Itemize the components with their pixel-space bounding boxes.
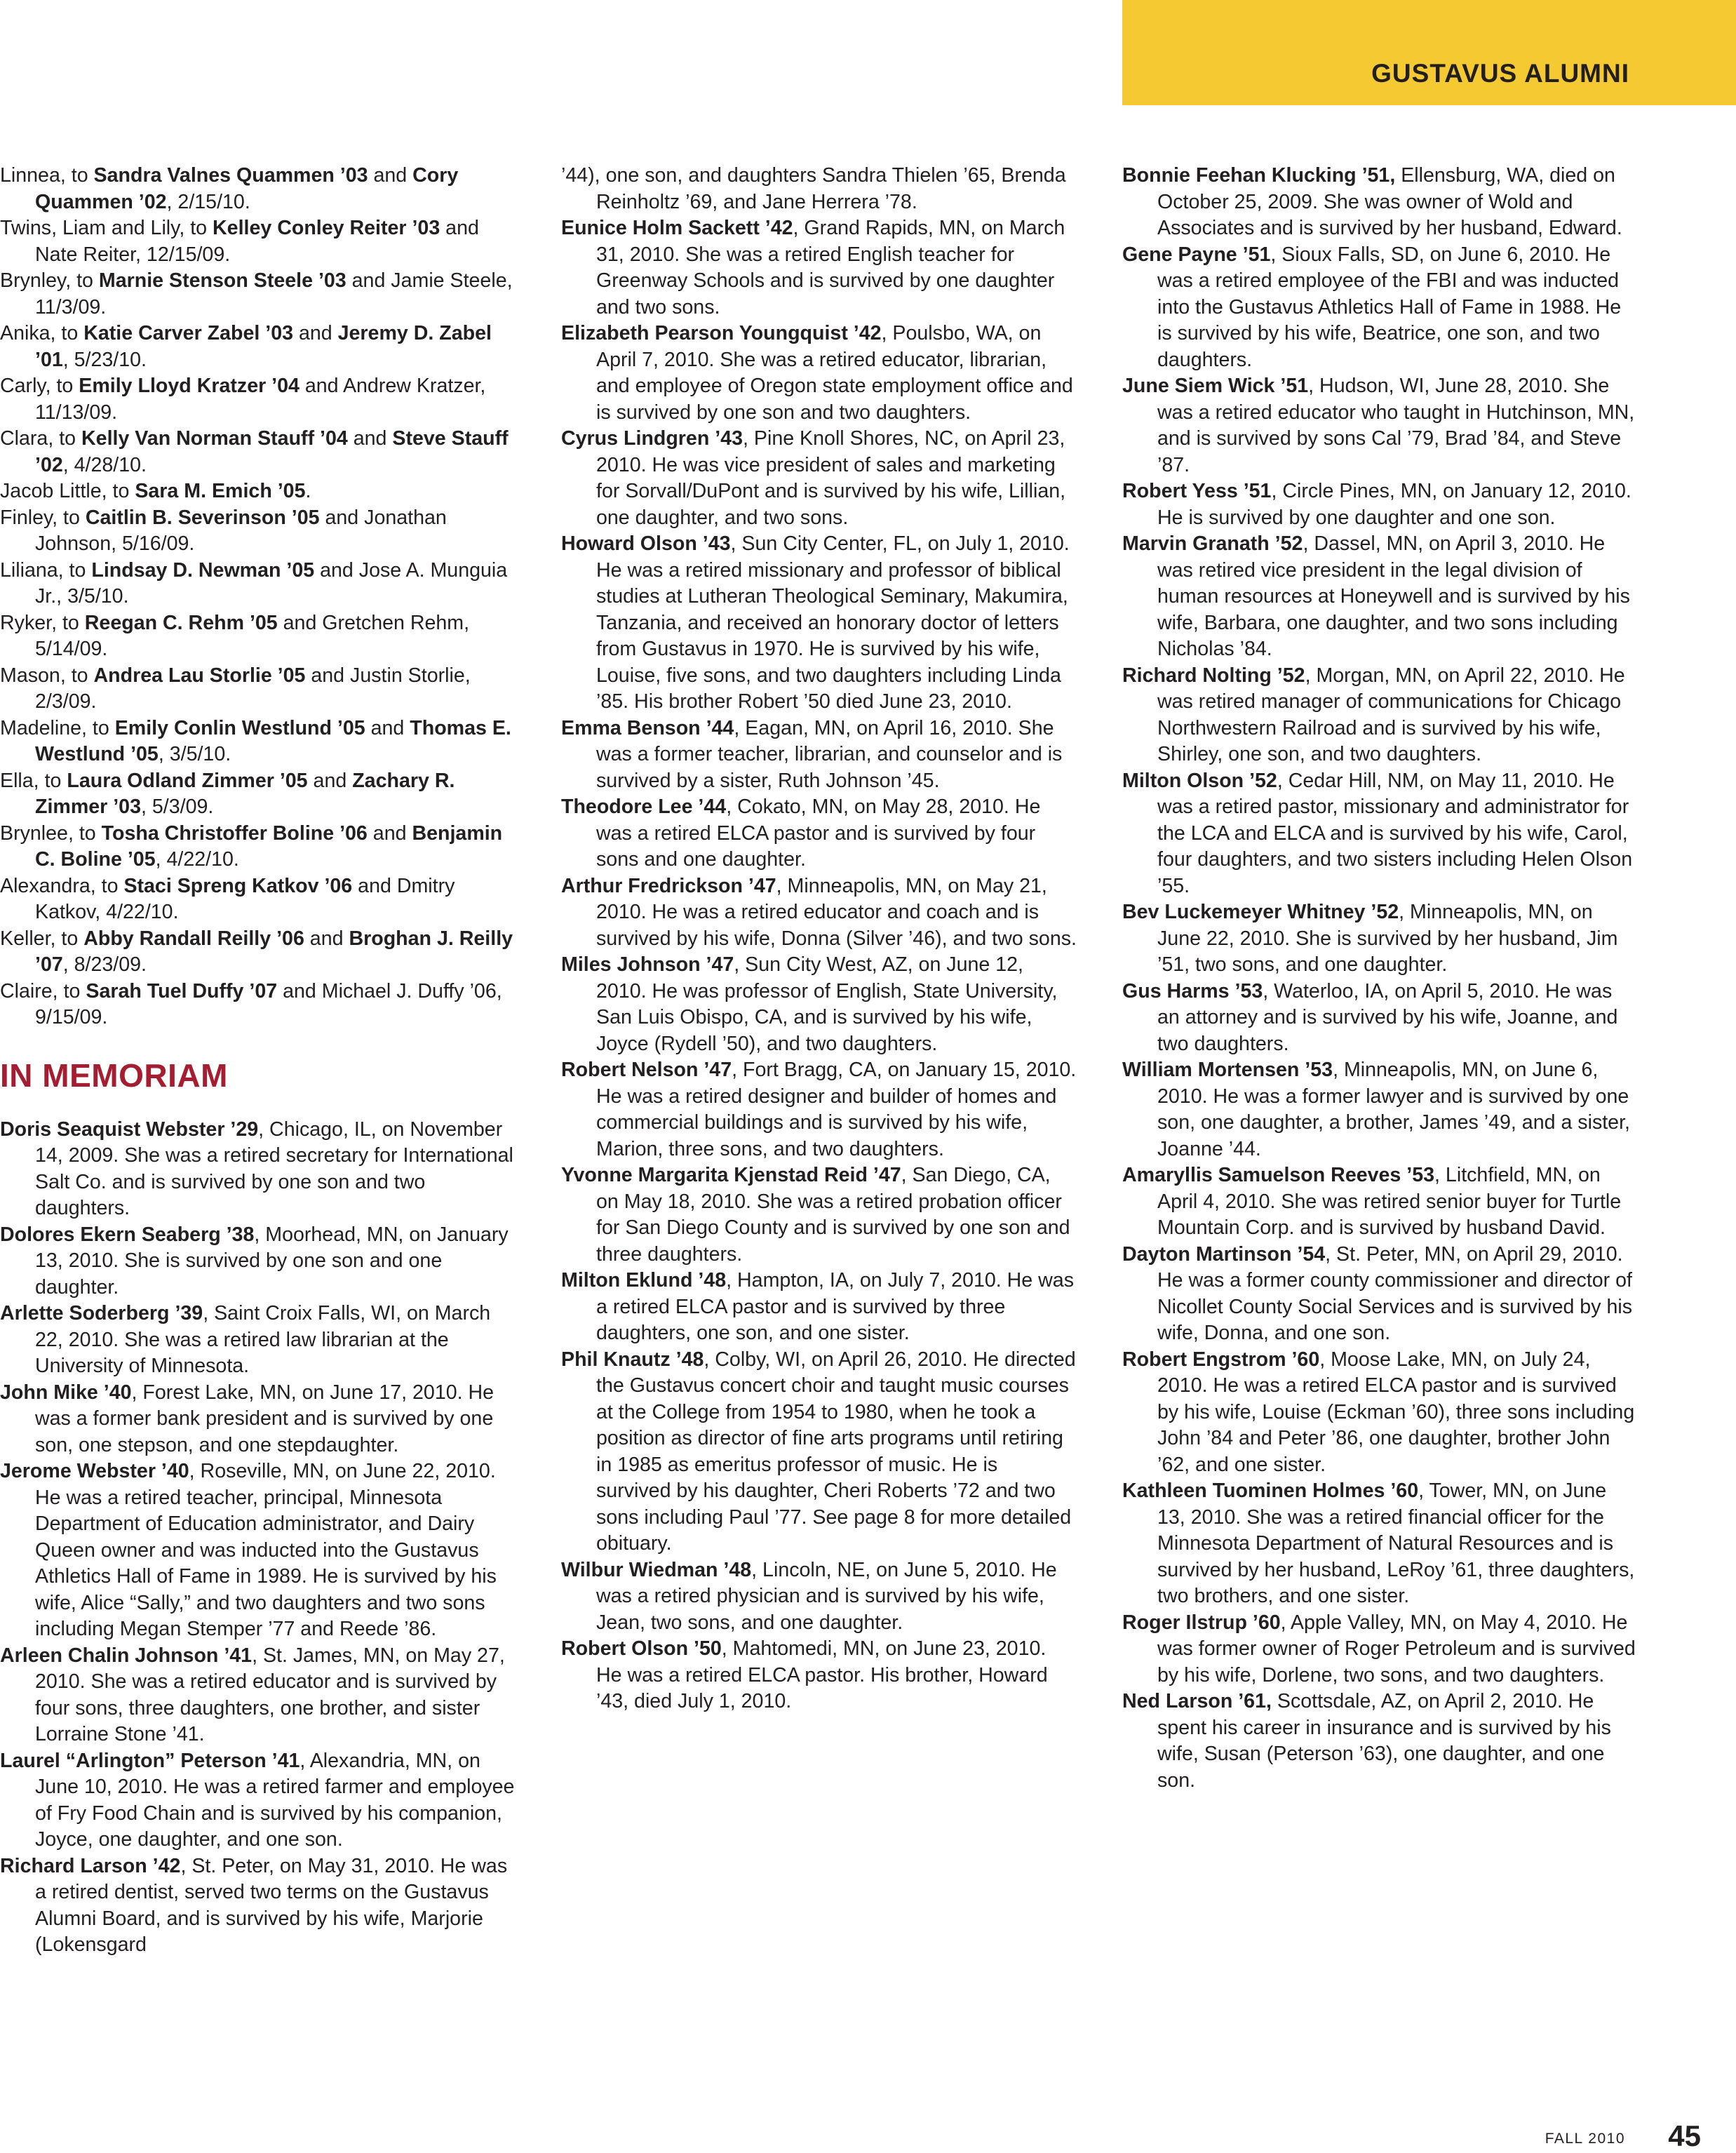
entry-text: , 8/23/09. [62,953,147,976]
entry-text: and [365,716,410,739]
person-name: John Mike ’40 [0,1381,132,1404]
entry-text: , Colby, WI, on April 26, 2010. He directed the Gustavus concert choir and taught music courses at the College from 1954 to 1980, when he took a position as director of fine arts programs until retiring in 1985 as emeritus professor of music. He is survived by his daughter, Cheri Roberts ’72 and two sons including Paul ’77. See page 8 for more detailed obituary. [596,1348,1076,1555]
person-name: Bev Luckemeyer Whitney ’52 [1122,901,1399,923]
entry-text: and [367,821,412,845]
entry-text: , Fort Bragg, CA, on January 15, 2010. He was a retired designer and builder of homes and commercial buildings and is survived by his wife, Marion, three sons, and two daughters. [596,1059,1077,1160]
entry-text: ’44), one son, and daughters Sandra Thielen ’65, Brenda Reinholtz ’69, and Jane Herrera ’78. [561,164,1066,213]
person-name: Robert Engstrom ’60 [1122,1348,1320,1371]
person-name: Robert Yess ’51 [1122,480,1272,502]
obituary-entry [0,1643,516,1748]
entry-text: , Circle Pines, MN, on January 12, 2010. He is survived by one daughter and one son. [1157,480,1631,529]
entry-text: and Jonathan Johnson, 5/16/09. [35,506,447,555]
person-name: Wilbur Wiedman ’48 [561,1558,752,1581]
person-name: Katie Carver Zabel ’03 [83,322,294,344]
entry-text: , Sun City West, AZ, on June 12, 2010. He was professor of English, State University, San Luis Obispo, CA, and is survived by his wife, Joyce (Rydell ’50), and two daughters. [596,953,1058,1055]
obituary-entry [1122,531,1638,663]
obituary-entry [0,1301,516,1380]
person-name: Kelly Van Norman Stauff ’04 [81,427,348,450]
obituary-entry [561,1268,1077,1347]
entry-text: , Waterloo, IA, on April 5, 2010. He was an attorney and is survived by his wife, Joanne, and two daughters. [1157,979,1618,1055]
obituary-entry [561,1162,1077,1268]
obituary-entry [1122,1242,1638,1347]
entry-text: and Michael J. Duffy ’06, 9/15/09. [35,979,502,1028]
birth-announcement [0,716,516,768]
entry-text: , Mahtomedi, MN, on June 23, 2010. He was a retired ELCA pastor. His brother, Howard ’43, died July 1, 2010. [596,1637,1048,1712]
entry-text: , 4/28/10. [62,453,147,476]
person-name: Arleen Chalin Johnson ’41 [0,1644,253,1667]
entry-text: , Hampton, IA, on July 7, 2010. He was a retired ELCA pastor and is survived by three daughters, one son, and one sister. [596,1269,1075,1344]
obituary-entry [561,321,1077,426]
person-name: Steve Stauff ’02 [35,427,509,476]
obituary-entry [561,716,1077,795]
entry-text: , 5/23/10. [62,348,147,371]
entry-text: , Morgan, MN, on April 22, 2010. He was retired manager of communications for Chicago Northwestern Railroad and is survived by his wife, Shirley, one son, and two daughters. [1157,664,1625,765]
person-name: June Siem Wick ’51 [1122,375,1309,397]
obituary-entry [0,1380,516,1459]
birth-announcement [0,926,516,979]
person-name: Caitlin B. Severinson ’05 [85,506,320,529]
entry-text: Madeline, to [0,716,115,739]
entry-text: Ellensburg, WA, died on October 25, 2009. She was owner of Wold and Associates and is survived by her husband, Edward. [1157,164,1622,239]
entry-text: , St. James, MN, on May 27, 2010. She was a retired educator and is survived by four sons, three daughters, one brother, and sister Lorraine Stone ’41. [35,1644,505,1745]
obituary-entry [1122,1347,1638,1479]
person-name: Kathleen Tuominen Holmes ’60 [1122,1480,1419,1502]
entry-text: , Minneapolis, MN, on May 21, 2010. He was a retired educator and coach and is survived by his wife, Donna (Silver ’46), and two sons. [596,874,1077,950]
person-name: Marvin Granath ’52 [1122,532,1303,555]
person-name: Miles Johnson ’47 [561,953,734,976]
column-3 [1122,163,1638,1794]
obituary-entry [1122,979,1638,1058]
entry-text: , Grand Rapids, MN, on March 31, 2010. She was a retired English teacher for Greenway Schools and is survived by one daughter and two sons. [596,217,1065,318]
entry-text: Mason, to [0,664,94,687]
obituary-entry [0,1748,516,1853]
entry-text: , Minneapolis, MN, on June 6, 2010. He was a former lawyer and is survived by one son, one daughter, a brother, James ’49, and a sister, Joanne ’44. [1157,1059,1630,1160]
birth-announcement [0,163,516,215]
person-name: Bonnie Feehan Klucking ’51, [1122,164,1396,187]
entry-text: , Lincoln, NE, on June 5, 2010. He was a retired physician and is survived by his wife, Jean, two sons, and one daughter. [596,1558,1057,1634]
entry-text: Jacob Little, to [0,480,135,502]
birth-announcement [0,505,516,558]
person-name: Tosha Christoffer Boline ’06 [101,821,368,845]
person-name: Arthur Fredrickson ’47 [561,874,776,897]
person-name: Jerome Webster ’40 [0,1460,189,1482]
birth-announcement [0,821,516,873]
entry-text: , 5/3/09. [140,796,214,818]
column-2 [561,163,1077,1715]
person-name: Gus Harms ’53 [1122,979,1263,1002]
entry-text: , Poulsbo, WA, on April 7, 2010. She was a retired educator, librarian, and employee of Oregon state employment office and is survived by one son and two daughters. [596,322,1073,424]
entry-text: and Justin Storlie, 2/3/09. [35,664,471,713]
entry-text: , St. Peter, on May 31, 2010. He was a retired dentist, served two terms on the Gustavus Alumni Board, and is survived by his wife, Marjorie (Lokensgard [35,1854,508,1956]
entry-text: , 4/22/10. [155,848,239,871]
obituary-entry [1122,768,1638,900]
entry-text: , Moorhead, MN, on January 13, 2010. She is survived by one son and one daughter. [35,1223,509,1299]
person-name: Laurel “Arlington” Peterson ’41 [0,1749,300,1772]
obituary-entry [561,1347,1077,1557]
obituary-entry [1122,1162,1638,1242]
person-name: William Mortensen ’53 [1122,1059,1333,1081]
obituary-entry [561,215,1077,321]
person-name: Benjamin C. Boline ’05 [35,821,503,871]
birth-announcement [0,426,516,478]
entry-text: , Forest Lake, MN, on June 17, 2010. He was a former bank president and is survived by one son, one stepson, and one stepdaughter. [35,1381,494,1456]
entry-text: Brynley, to [0,269,99,292]
person-name: Jeremy D. Zabel ’01 [35,322,492,371]
person-name: Dayton Martinson ’54 [1122,1242,1326,1266]
obituary-entry [1122,899,1638,979]
person-name: Sara M. Emich ’05 [135,480,306,502]
obituary-entry [0,1117,516,1222]
person-name: Thomas E. Westlund ’05 [35,716,511,765]
person-name: Richard Nolting ’52 [1122,664,1305,687]
entry-text: and [368,164,413,187]
birth-announcement [0,768,516,821]
person-name: Kelley Conley Reiter ’03 [213,217,440,239]
entry-text: , Hudson, WI, June 28, 2010. She was a retired educator who taught in Hutchinson, MN, and is survived by sons Cal ’79, Brad ’84, and Steve ’87. [1157,375,1635,476]
entry-text: , 3/5/10. [158,743,231,765]
entry-text: Ryker, to [0,611,85,634]
section-header-bar [1122,0,1736,105]
entry-text: and Andrew Kratzer, 11/13/09. [35,375,486,424]
entry-text: and Gretchen Rehm, 5/14/09. [35,611,470,660]
entry-text: , Roseville, MN, on June 22, 2010. He was a retired teacher, principal, Minnesota Department of Education administrator, and Dairy Queen owner and was inducted into the Gustavus Athletics Hall of Fame in 1989. He is survived by his wife, Alice “Sally,” and two daughters and two sons including Megan Stemper ’77 and Reede ’86. [35,1460,497,1640]
person-name: Ned Larson ’61, [1122,1690,1272,1712]
obituary-entry [561,794,1077,873]
entry-text: and [347,427,393,450]
entry-text: . [305,480,311,502]
entry-text: , Pine Knoll Shores, NC, on April 23, 2010. He was vice president of sales and marketing for Sorvall/DuPont and is survived by his wife, Lillian, one daughter, and two sons. [596,427,1066,529]
person-name: Richard Larson ’42 [0,1854,181,1877]
entry-text: , Sun City Center, FL, on July 1, 2010. He was a retired missionary and professor of biblical studies at Lutheran Theological Seminary, Makumira, Tanzania, and received an honorary doctor of letters from Gustavus in 1970. He is survived by his wife, Louise, five sons, and two daughters including Linda ’85. His brother Robert ’50 died June 23, 2010. [596,532,1070,713]
entry-text: , Dassel, MN, on April 3, 2010. He was retired vice president in the legal division of human resources at Honeywell and is survived by his wife, Barbara, one daughter, and two sons including Nicholas ’84. [1157,532,1630,660]
birth-announcement [0,373,516,426]
entry-text: and [293,322,338,344]
entry-text: Keller, to [0,927,84,950]
person-name: Yvonne Margarita Kjenstad Reid ’47 [561,1164,901,1186]
person-name: Andrea Lau Storlie ’05 [93,664,306,687]
entry-text: , San Diego, CA, on May 18, 2010. She was a retired probation officer for San Diego County and is survived by one son and three daughters. [596,1164,1070,1266]
person-name: Eunice Holm Sackett ’42 [561,217,793,239]
person-name: Laura Odland Zimmer ’05 [67,769,308,792]
person-name: Dolores Ekern Seaberg ’38 [0,1223,255,1246]
entry-text: Alexandra, to [0,874,124,897]
obituary-entry [1122,1478,1638,1610]
entry-text: , Sioux Falls, SD, on June 6, 2010. He was a retired employee of the FBI and was inducted into the Gustavus Athletics Hall of Fame in 1988. He is survived by his wife, Beatrice, one son, and two daughters. [1157,243,1622,371]
person-name: Howard Olson ’43 [561,532,731,555]
entry-text: Linnea, to [0,164,94,187]
obituary-entry [1122,373,1638,478]
entry-text: , Saint Croix Falls, WI, on March 22, 2010. She was a retired law librarian at the University of Minnesota. [35,1302,491,1377]
entry-text: , Tower, MN, on June 13, 2010. She was a retired financial officer for the Minnesota Department of Natural Resources and is survived by her husband, LeRoy ’61, three daughters, two brothers, and one sister. [1157,1480,1635,1607]
birth-announcement [0,873,516,926]
person-name: Arlette Soderberg ’39 [0,1302,203,1324]
person-name: Broghan J. Reilly ’07 [35,927,513,976]
person-name: Zachary R. Zimmer ’03 [35,769,455,818]
page-number: 45 [1668,2119,1701,2152]
person-name: Cory Quammen ’02 [35,164,459,213]
entry-text: , Moose Lake, MN, on July 24, 2010. He was a retired ELCA pastor and is survived by his wife, Louise (Eckman ’60), three sons including John ’84 and Peter ’86, one daughter, brother John ’62, and one sister. [1157,1348,1635,1476]
entry-text: Carly, to [0,375,79,397]
person-name: Marnie Stenson Steele ’03 [98,269,346,292]
obituary-entry [1122,663,1638,768]
entry-text: Liliana, to [0,558,92,582]
person-name: Cyrus Lindgren ’43 [561,427,743,450]
entry-text: Anika, to [0,322,84,344]
memoriam-list-column-2 [561,163,1077,1715]
entry-text: and Nate Reiter, 12/15/09. [35,217,479,266]
entry-text: Finley, to [0,506,86,529]
obituary-entry [561,163,1077,215]
obituary-entry [561,1557,1077,1637]
entry-text: , Chicago, IL, on November 14, 2009. She was a retired secretary for International Salt Co. and is survived by one son and two daughters. [35,1118,513,1219]
entry-text: , Cedar Hill, NM, on May 11, 2010. He was a retired pastor, missionary and administrator for the LCA and ELCA and is survived by his wife, Carol, four daughters, and two sisters including Helen Olson ’55. [1157,769,1633,897]
person-name: Elizabeth Pearson Youngquist ’42 [561,322,882,344]
person-name: Phil Knautz ’48 [561,1348,704,1371]
entry-text: , Eagan, MN, on April 16, 2010. She was a former teacher, librarian, and counselor and is survived by a sister, Ruth Johnson ’45. [596,716,1063,792]
entry-text: , Alexandria, MN, on June 10, 2010. He was a retired farmer and employee of Fry Food Chain and is survived by his companion, Joyce, one daughter, and one son. [35,1749,515,1851]
entry-text: Twins, Liam and Lily, to [0,217,213,239]
person-name: Robert Olson ’50 [561,1637,722,1660]
person-name: Abby Randall Reilly ’06 [83,927,304,950]
person-name: Emma Benson ’44 [561,716,734,739]
obituary-entry [561,873,1077,953]
obituary-entry [0,1458,516,1643]
person-name: Staci Spreng Katkov ’06 [123,874,353,897]
person-name: Milton Olson ’52 [1122,769,1277,792]
person-name: Reegan C. Rehm ’05 [84,611,278,634]
memoriam-list-column-1 [0,1117,516,1959]
obituary-entry [1122,478,1638,531]
obituary-entry [561,952,1077,1057]
birth-announcement [0,321,516,373]
person-name: Theodore Lee ’44 [561,796,727,818]
entry-text: Claire, to [0,979,86,1002]
person-name: Gene Payne ’51 [1122,243,1271,266]
entry-text: Scottsdale, AZ, on April 2, 2010. He spent his career in insurance and is survived by his wife, Susan (Peterson ’63), one daughter, and one son. [1157,1690,1611,1792]
person-name: Roger Ilstrup ’60 [1122,1611,1281,1634]
birth-announcement [0,610,516,663]
person-name: Sarah Tuel Duffy ’07 [86,979,278,1002]
entry-text: , St. Peter, MN, on April 29, 2010. He was a former county commissioner and director of Nicollet County Social Services and is survived by his wife, Donna, and one son. [1157,1242,1633,1344]
obituary-entry [561,1636,1077,1715]
person-name: Sandra Valnes Quammen ’03 [93,164,368,187]
obituary-entry [0,1222,516,1301]
obituary-entry [1122,1057,1638,1162]
births-list [0,163,516,1031]
obituary-entry [1122,163,1638,242]
birth-announcement [0,215,516,268]
obituary-entry [1122,242,1638,374]
entry-text: , Apple Valley, MN, on May 4, 2010. He was former owner of Roger Petroleum and is survived by his wife, Dorlene, two sons, and two daughters. [1157,1611,1636,1686]
entry-text: and [304,927,349,950]
entry-text: , Cokato, MN, on May 28, 2010. He was a retired ELCA pastor and is survived by four sons and one daughter. [596,796,1041,871]
entry-text: and Jamie Steele, 11/3/09. [35,269,513,318]
in-memoriam-heading: IN MEMORIAM [0,1057,228,1094]
entry-text: Brynlee, to [0,821,102,845]
person-name: Emily Lloyd Kratzer ’04 [79,375,300,397]
obituary-entry [1122,1689,1638,1794]
memoriam-list-column-3 [1122,163,1638,1794]
section-title: GUSTAVUS ALUMNI [1371,59,1629,88]
birth-announcement [0,268,516,321]
entry-text: Ella, to [0,769,67,792]
person-name: Doris Seaquist Webster ’29 [0,1118,259,1141]
obituary-entry [561,531,1077,716]
person-name: Milton Eklund ’48 [561,1269,727,1292]
column-1 [0,163,516,1959]
birth-announcement [0,979,516,1031]
person-name: Robert Nelson ’47 [561,1059,732,1081]
entry-text: and [307,769,353,792]
obituary-entry [0,1853,516,1959]
person-name: Emily Conlin Westlund ’05 [114,716,365,739]
obituary-entry [561,426,1077,531]
entry-text: and Dmitry Katkov, 4/22/10. [35,874,455,923]
issue-label: FALL 2010 [1545,2131,1625,2147]
birth-announcement [0,663,516,716]
birth-announcement [0,558,516,610]
person-name: Lindsay D. Newman ’05 [91,558,315,582]
entry-text: , Litchfield, MN, on April 4, 2010. She was retired senior buyer for Turtle Mountain Corp. and is survived by husband David. [1157,1164,1622,1239]
entry-text: and Jose A. Munguia Jr., 3/5/10. [35,558,508,608]
entry-text: , 2/15/10. [166,190,250,213]
entry-text: , Minneapolis, MN, on June 22, 2010. She is survived by her husband, Jim ’51, two sons, and one daughter. [1157,901,1618,976]
entry-text: Clara, to [0,427,82,450]
obituary-entry [1122,1610,1638,1689]
person-name: Amaryllis Samuelson Reeves ’53 [1122,1164,1435,1186]
obituary-entry [561,1057,1077,1162]
birth-announcement [0,478,516,505]
